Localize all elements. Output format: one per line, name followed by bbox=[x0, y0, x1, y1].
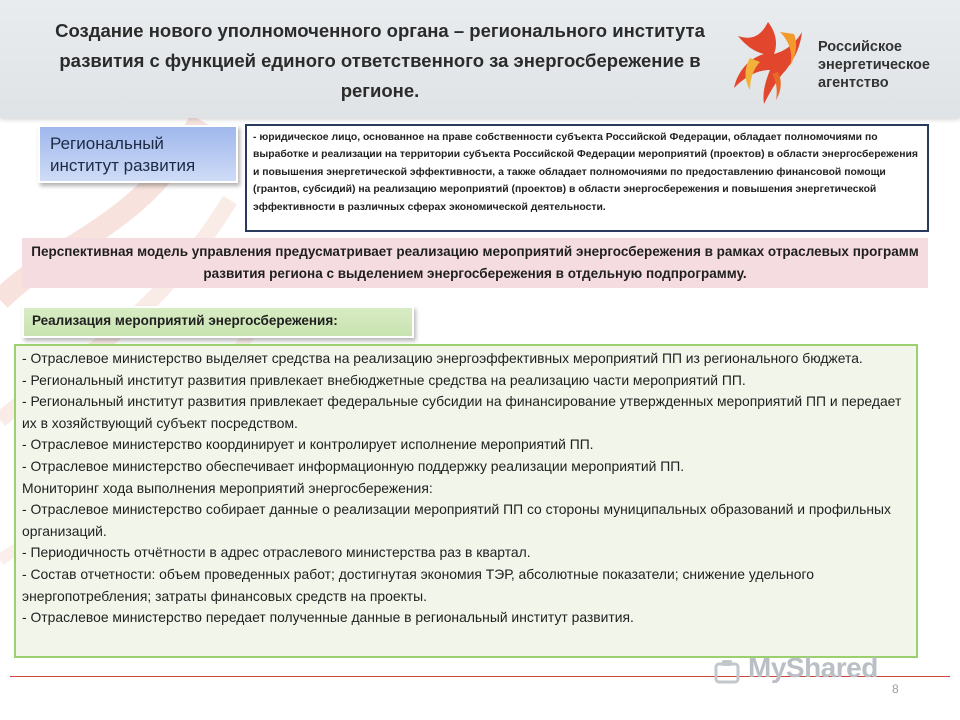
list-item: - Отраслевое министерство обеспечивает информационную поддержку реализации мероприятий ПП. bbox=[22, 457, 685, 474]
implementation-list bbox=[14, 344, 918, 658]
watermark-text: MyShared bbox=[748, 652, 878, 683]
definition-box: - юридическое лицо, основанное на праве собственности субъекта Российской Федерации, обладает полномочиями по выработке и реализации на территории субъекта Российской Федерации мероприятий (проектов) в области энергосбережения и повышения энергетической эффективности, а также обладает полномочиями по предоставлению финансовой помощи (грантов, субсидий) на реализацию мероприятий (проектов) в области энергосбережения и повышения энергетической эффективности в различных сферах экономической деятельности. bbox=[245, 124, 929, 232]
slide-header bbox=[0, 0, 960, 118]
list-item: - Отраслевое министерство передает полученные данные в региональный институт развития. bbox=[22, 609, 634, 626]
list-item: - Региональный институт развития привлекает федеральные субсидии на финансирование утвержденных мероприятий ПП и передает их в хозяйствующий субъект посредством. bbox=[22, 393, 902, 431]
logo-text-line: Российское bbox=[818, 39, 902, 55]
page-number: 8 bbox=[892, 682, 899, 696]
logo-text-line: агентство bbox=[818, 75, 889, 91]
phoenix-logo-icon bbox=[720, 18, 816, 108]
watermark-icon bbox=[712, 656, 744, 688]
list-item: - Отраслевое министерство координирует и контролирует исполнение мероприятий ПП. bbox=[22, 436, 594, 453]
list-item: - Отраслевое министерство собирает данные о реализации мероприятий ПП со стороны муниципальных образований и профильных организаций. bbox=[22, 501, 891, 539]
agency-logo bbox=[720, 18, 950, 108]
list-item: - Отраслевое министерство выделяет средства на реализацию энергоэффективных мероприятий ПП из регионального бюджета. bbox=[22, 350, 863, 366]
list-item: - Состав отчетности: объем проведенных работ; достигнутая экономия ТЭР, абсолютные показатели; снижение удельного энергопотребления; затраты финансовых средств на проекты. bbox=[22, 565, 814, 604]
slide-title: Создание нового уполномоченного органа – регионального института развития с функцией единого ответственного за энергосбережение в регионе. bbox=[55, 20, 705, 101]
logo-text bbox=[818, 38, 950, 92]
model-text-box: Перспективная модель управления предусматривает реализацию мероприятий энергосбережения в рамках отраслевых программ развития региона с выделением энергосбережения в отдельную подпрограмму. bbox=[22, 238, 928, 288]
list-item: - Региональный институт развития привлекает внебюджетные средства на реализацию части мероприятий ПП. bbox=[22, 371, 746, 388]
implementation-label: Реализация мероприятий энергосбережения: bbox=[22, 306, 414, 338]
logo-text-line: энергетическое bbox=[818, 57, 930, 73]
list-item: Мониторинг хода выполнения мероприятий энергосбережения: bbox=[22, 479, 433, 496]
list-item: - Периодичность отчётности в адрес отраслевого министерства раз в квартал. bbox=[22, 544, 531, 561]
institute-label-box: Региональный институт развития bbox=[38, 125, 238, 183]
